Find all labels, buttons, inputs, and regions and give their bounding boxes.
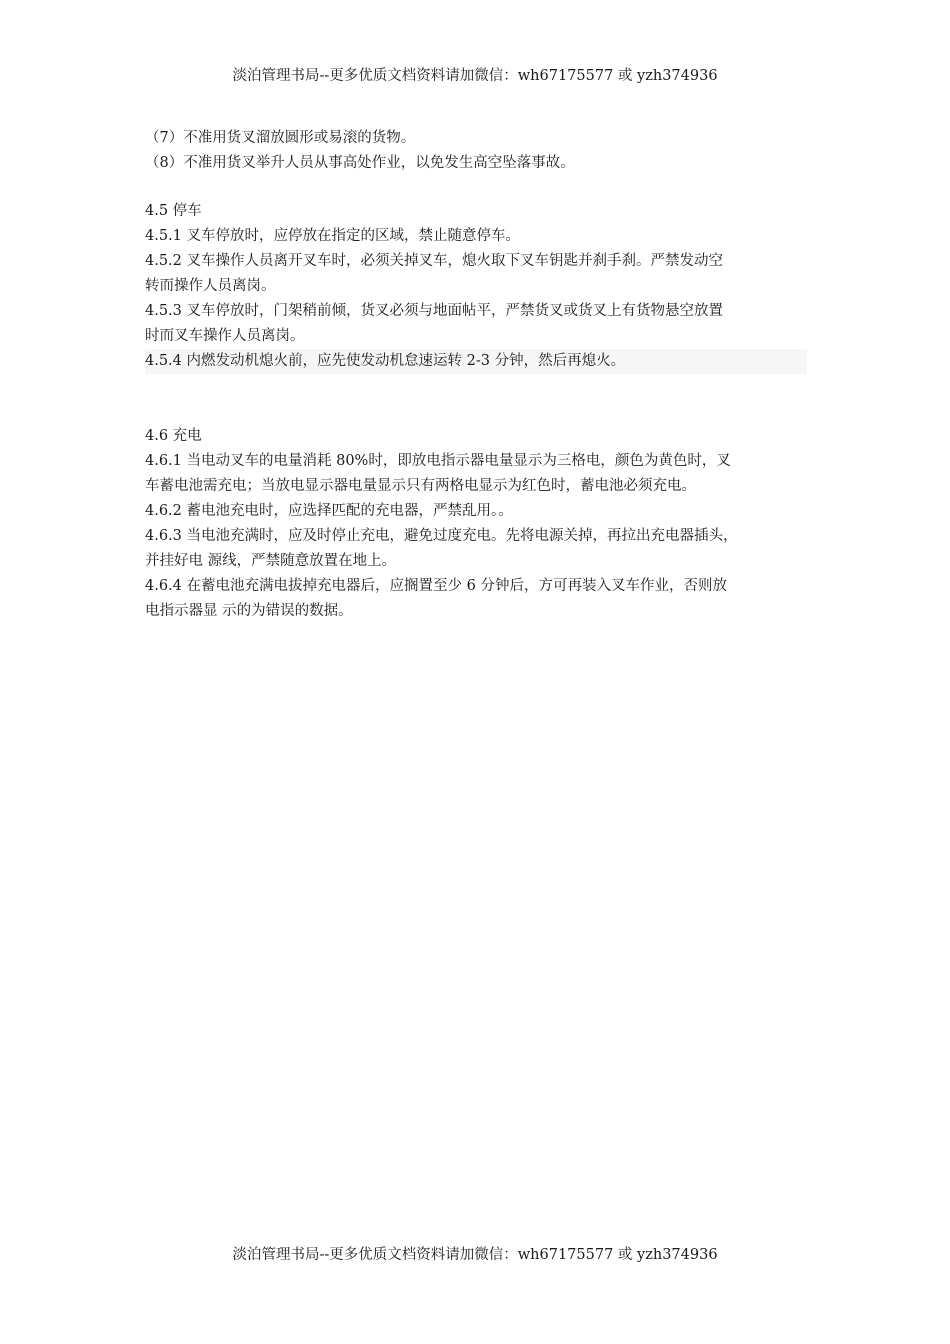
spacer (145, 176, 813, 199)
paragraph-4-6-3-line-1: 4.6.3 当电池充满时，应及时停止充电，避免过度充电。先将电源关掉，再拉出充电器插头， (145, 528, 738, 544)
page-footer: 淡泊管理书局--更多优质文档资料请加微信：wh67175577 或 yzh374936 (232, 1247, 718, 1263)
paragraph-4-6-2: 4.6.2 蓄电池充电时，应选择匹配的充电器，严禁乱用。。 (145, 503, 513, 519)
section-heading-4-5: 4.5 停车 (145, 203, 202, 219)
rule-item-7: （7）不准用货叉溜放圆形或易滚的货物。 (145, 130, 416, 146)
paragraph-4-5-2-line-2: 转而操作人员离岗。 (145, 278, 276, 294)
paragraph-4-5-1: 4.5.1 叉车停放时，应停放在指定的区域，禁止随意停车。 (145, 228, 521, 244)
spacer (145, 374, 813, 424)
paragraph-4-6-4-line-1: 4.6.4 在蓄电池充满电拔掉充电器后，应搁置至少 6 分钟后，方可再装入叉车作业，否则放 (145, 578, 727, 594)
paragraph-4-5-3-line-2: 时而叉车操作人员离岗。 (145, 328, 305, 344)
paragraph-4-5-2-line-1: 4.5.2 叉车操作人员离开叉车时，必须关掉叉车，熄火取下叉车钥匙并刹手刹。严禁发动空 (145, 253, 723, 269)
rule-item-8: （8）不准用货叉举升人员从事高处作业，以免发生高空坠落事故。 (145, 155, 575, 171)
paragraph-4-6-4-line-2: 电指示器显 示的为错误的数据。 (145, 603, 353, 619)
paragraph-4-6-3-line-2: 并挂好电 源线，严禁随意放置在地上。 (145, 553, 397, 569)
paragraph-4-6-1-line-2: 车蓄电池需充电；当放电显示器电量显示只有两格电显示为红色时，蓄电池必须充电。 (145, 478, 696, 494)
document-body (145, 126, 813, 624)
section-heading-4-6: 4.6 充电 (145, 428, 202, 444)
paragraph-4-6-1-line-1: 4.6.1 当电动叉车的电量消耗 80%时，即放电指示器电量显示为三格电，颜色为黄色时，叉 (145, 453, 731, 469)
paragraph-4-5-4: 4.5.4 内燃发动机熄火前，应先使发动机怠速运转 2-3 分钟，然后再熄火。 (145, 349, 807, 374)
paragraph-4-5-3-line-1: 4.5.3 叉车停放时，门架稍前倾，货叉必须与地面帖平，严禁货叉或货叉上有货物悬空放置 (145, 303, 723, 319)
page-header: 淡泊管理书局--更多优质文档资料请加微信：wh67175577 或 yzh374936 (232, 68, 718, 84)
